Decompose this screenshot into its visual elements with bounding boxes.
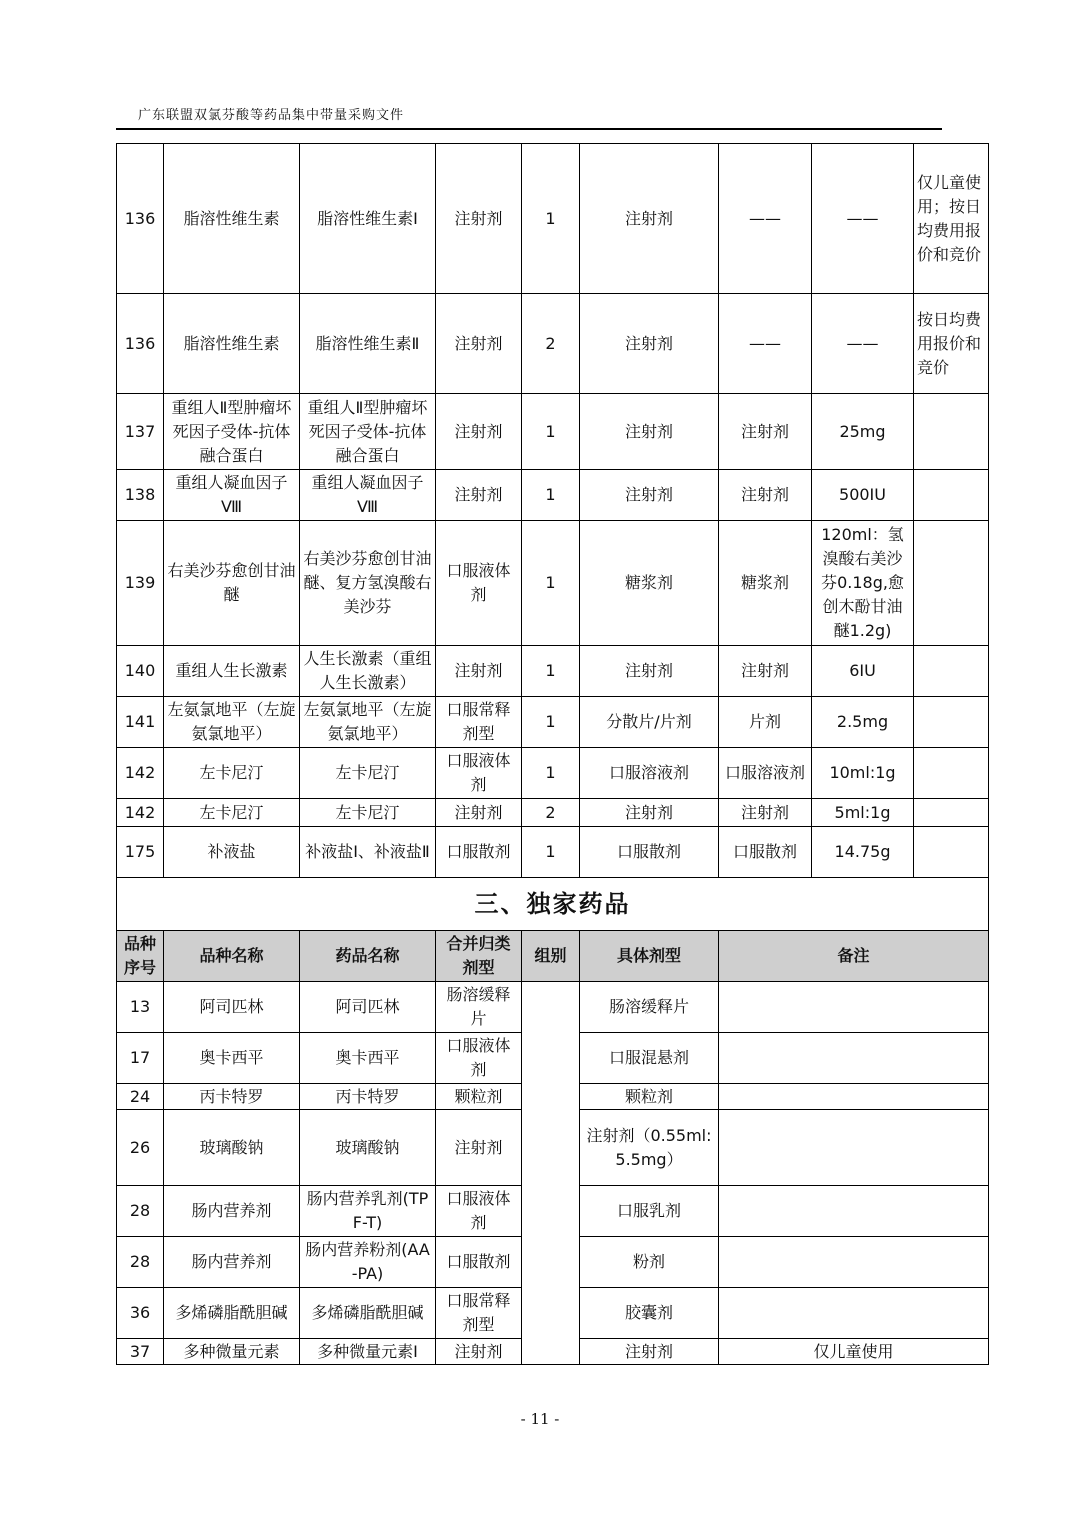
cell-category: 注射剂 bbox=[436, 1110, 522, 1186]
cell-spec: 500IU bbox=[812, 470, 914, 521]
header-note: 备注 bbox=[719, 931, 989, 982]
cell-note bbox=[914, 521, 989, 646]
document-header-title: 广东联盟双氯芬酸等药品集中带量采购文件 bbox=[138, 108, 405, 123]
cell-form: 口服乳剂 bbox=[580, 1186, 719, 1237]
cell-variety: 丙卡特罗 bbox=[164, 1084, 300, 1110]
cell-category: 肠溶缓释片 bbox=[436, 982, 522, 1033]
cell-no: 136 bbox=[117, 144, 164, 294]
cell-variety: 脂溶性维生素 bbox=[164, 294, 300, 394]
cell-variety: 左卡尼汀 bbox=[164, 748, 300, 799]
cell-note bbox=[914, 697, 989, 748]
table-row bbox=[117, 799, 989, 827]
cell-no: 37 bbox=[117, 1339, 164, 1365]
cell-dosage: —— bbox=[719, 144, 812, 294]
cell-variety: 右美沙芬愈创甘油醚 bbox=[164, 521, 300, 646]
cell-variety: 脂溶性维生素 bbox=[164, 144, 300, 294]
section-row bbox=[117, 878, 989, 931]
cell-variety: 多种微量元素 bbox=[164, 1339, 300, 1365]
cell-form: 注射剂 bbox=[580, 144, 719, 294]
cell-spec: —— bbox=[812, 294, 914, 394]
cell-category: 注射剂 bbox=[436, 1339, 522, 1365]
cell-no: 138 bbox=[117, 470, 164, 521]
cell-no: 26 bbox=[117, 1110, 164, 1186]
cell-drug: 左卡尼汀 bbox=[300, 799, 436, 827]
cell-drug: 肠内营养粉剂(AA-PA) bbox=[300, 1237, 436, 1288]
table-row bbox=[117, 646, 989, 697]
cell-dosage: —— bbox=[719, 294, 812, 394]
cell-note bbox=[914, 799, 989, 827]
cell-variety: 左卡尼汀 bbox=[164, 799, 300, 827]
cell-drug: 补液盐Ⅰ、补液盐Ⅱ bbox=[300, 827, 436, 878]
cell-no: 140 bbox=[117, 646, 164, 697]
cell-spec: 10ml:1g bbox=[812, 748, 914, 799]
cell-spec: 6IU bbox=[812, 646, 914, 697]
header-rule bbox=[116, 128, 942, 130]
cell-spec: 120ml：氢溴酸右美沙芬0.18g,愈创木酚甘油醚1.2g) bbox=[812, 521, 914, 646]
cell-no: 175 bbox=[117, 827, 164, 878]
cell-drug: 阿司匹林 bbox=[300, 982, 436, 1033]
cell-variety: 左氨氯地平（左旋氨氯地平） bbox=[164, 697, 300, 748]
cell-form: 粉剂 bbox=[580, 1237, 719, 1288]
cell-form: 胶囊剂 bbox=[580, 1288, 719, 1339]
cell-note bbox=[914, 827, 989, 878]
cell-no: 141 bbox=[117, 697, 164, 748]
cell-group: 1 bbox=[522, 470, 580, 521]
cell-form: 注射剂 bbox=[580, 799, 719, 827]
cell-form: 肠溶缓释片 bbox=[580, 982, 719, 1033]
cell-variety: 玻璃酸钠 bbox=[164, 1110, 300, 1186]
cell-category: 口服散剂 bbox=[436, 1237, 522, 1288]
cell-no: 28 bbox=[117, 1237, 164, 1288]
cell-category: 口服液体剂 bbox=[436, 521, 522, 646]
cell-variety: 重组人生长激素 bbox=[164, 646, 300, 697]
header-form: 具体剂型 bbox=[580, 931, 719, 982]
cell-form: 注射剂（0.55ml:5.5mg） bbox=[580, 1110, 719, 1186]
cell-drug: 多烯磷脂酰胆碱 bbox=[300, 1288, 436, 1339]
table-row bbox=[117, 748, 989, 799]
cell-note bbox=[914, 748, 989, 799]
cell-form: 注射剂 bbox=[580, 1339, 719, 1365]
cell-category: 注射剂 bbox=[436, 799, 522, 827]
cell-category: 口服常释剂型 bbox=[436, 697, 522, 748]
cell-form: 分散片/片剂 bbox=[580, 697, 719, 748]
cell-spec: 25mg bbox=[812, 394, 914, 470]
cell-variety: 阿司匹林 bbox=[164, 982, 300, 1033]
cell-dosage: 片剂 bbox=[719, 697, 812, 748]
cell-form: 注射剂 bbox=[580, 294, 719, 394]
cell-form: 口服混悬剂 bbox=[580, 1033, 719, 1084]
cell-category: 注射剂 bbox=[436, 144, 522, 294]
table-row bbox=[117, 982, 989, 1033]
cell-variety: 多烯磷脂酰胆碱 bbox=[164, 1288, 300, 1339]
cell-no: 139 bbox=[117, 521, 164, 646]
cell-note bbox=[914, 394, 989, 470]
cell-group: 1 bbox=[522, 144, 580, 294]
cell-spec: 2.5mg bbox=[812, 697, 914, 748]
cell-category: 口服散剂 bbox=[436, 827, 522, 878]
cell-category: 注射剂 bbox=[436, 394, 522, 470]
cell-note bbox=[914, 470, 989, 521]
header-no: 品种序号 bbox=[117, 931, 164, 982]
header-variety: 品种名称 bbox=[164, 931, 300, 982]
cell-spec: —— bbox=[812, 144, 914, 294]
cell-note bbox=[914, 646, 989, 697]
cell-category: 口服液体剂 bbox=[436, 748, 522, 799]
header-group: 组别 bbox=[522, 931, 580, 982]
cell-note: 仅儿童使用；按日均费用报价和竞价 bbox=[914, 144, 989, 294]
cell-group: 1 bbox=[522, 521, 580, 646]
table-row bbox=[117, 294, 989, 394]
cell-group: 1 bbox=[522, 827, 580, 878]
cell-category: 注射剂 bbox=[436, 646, 522, 697]
cell-group: 2 bbox=[522, 294, 580, 394]
table-row bbox=[117, 394, 989, 470]
cell-note bbox=[719, 1288, 989, 1339]
cell-group: 2 bbox=[522, 799, 580, 827]
cell-no: 142 bbox=[117, 799, 164, 827]
cell-no: 142 bbox=[117, 748, 164, 799]
cell-form: 注射剂 bbox=[580, 394, 719, 470]
cell-drug: 左氨氯地平（左旋氨氯地平） bbox=[300, 697, 436, 748]
cell-drug: 重组人Ⅱ型肿瘤坏死因子受体-抗体融合蛋白 bbox=[300, 394, 436, 470]
table-row bbox=[117, 697, 989, 748]
cell-form: 口服散剂 bbox=[580, 827, 719, 878]
cell-variety: 奥卡西平 bbox=[164, 1033, 300, 1084]
section-title: 三、独家药品 bbox=[117, 878, 989, 931]
cell-dosage: 注射剂 bbox=[719, 394, 812, 470]
cell-drug: 人生长激素（重组人生长激素） bbox=[300, 646, 436, 697]
cell-no: 137 bbox=[117, 394, 164, 470]
cell-category: 注射剂 bbox=[436, 470, 522, 521]
procurement-table bbox=[116, 143, 989, 1365]
cell-note bbox=[719, 982, 989, 1033]
table-row bbox=[117, 144, 989, 294]
cell-drug: 左卡尼汀 bbox=[300, 748, 436, 799]
cell-drug: 玻璃酸钠 bbox=[300, 1110, 436, 1186]
cell-group: 1 bbox=[522, 748, 580, 799]
cell-category: 口服液体剂 bbox=[436, 1033, 522, 1084]
cell-dosage: 口服散剂 bbox=[719, 827, 812, 878]
cell-note bbox=[719, 1084, 989, 1110]
cell-variety: 重组人凝血因子Ⅷ bbox=[164, 470, 300, 521]
table-row bbox=[117, 827, 989, 878]
cell-dosage: 注射剂 bbox=[719, 799, 812, 827]
cell-drug: 多种微量元素Ⅰ bbox=[300, 1339, 436, 1365]
cell-dosage: 口服溶液剂 bbox=[719, 748, 812, 799]
cell-note bbox=[719, 1110, 989, 1186]
cell-no: 36 bbox=[117, 1288, 164, 1339]
cell-note bbox=[719, 1033, 989, 1084]
cell-spec: 14.75g bbox=[812, 827, 914, 878]
cell-group: 1 bbox=[522, 394, 580, 470]
cell-group-empty bbox=[522, 982, 580, 1365]
cell-variety: 肠内营养剂 bbox=[164, 1186, 300, 1237]
cell-drug: 奥卡西平 bbox=[300, 1033, 436, 1084]
header-drug: 药品名称 bbox=[300, 931, 436, 982]
cell-no: 28 bbox=[117, 1186, 164, 1237]
cell-no: 13 bbox=[117, 982, 164, 1033]
cell-form: 注射剂 bbox=[580, 646, 719, 697]
cell-drug: 右美沙芬愈创甘油醚、复方氢溴酸右美沙芬 bbox=[300, 521, 436, 646]
cell-category: 注射剂 bbox=[436, 294, 522, 394]
cell-drug: 脂溶性维生素Ⅱ bbox=[300, 294, 436, 394]
cell-dosage: 糖浆剂 bbox=[719, 521, 812, 646]
cell-form: 注射剂 bbox=[580, 470, 719, 521]
cell-dosage: 注射剂 bbox=[719, 646, 812, 697]
cell-drug: 重组人凝血因子Ⅷ bbox=[300, 470, 436, 521]
cell-dosage: 注射剂 bbox=[719, 470, 812, 521]
table-row bbox=[117, 521, 989, 646]
cell-form: 糖浆剂 bbox=[580, 521, 719, 646]
header-category: 合并归类剂型 bbox=[436, 931, 522, 982]
cell-no: 24 bbox=[117, 1084, 164, 1110]
cell-note bbox=[719, 1237, 989, 1288]
cell-variety: 补液盐 bbox=[164, 827, 300, 878]
cell-form: 颗粒剂 bbox=[580, 1084, 719, 1110]
cell-category: 口服液体剂 bbox=[436, 1186, 522, 1237]
cell-category: 颗粒剂 bbox=[436, 1084, 522, 1110]
cell-note: 按日均费用报价和竞价 bbox=[914, 294, 989, 394]
cell-no: 136 bbox=[117, 294, 164, 394]
cell-form: 口服溶液剂 bbox=[580, 748, 719, 799]
cell-no: 17 bbox=[117, 1033, 164, 1084]
cell-variety: 肠内营养剂 bbox=[164, 1237, 300, 1288]
cell-drug: 肠内营养乳剂(TPF-T) bbox=[300, 1186, 436, 1237]
cell-drug: 丙卡特罗 bbox=[300, 1084, 436, 1110]
cell-note bbox=[719, 1186, 989, 1237]
cell-spec: 5ml:1g bbox=[812, 799, 914, 827]
cell-note: 仅儿童使用 bbox=[719, 1339, 989, 1365]
table-row bbox=[117, 470, 989, 521]
cell-drug: 脂溶性维生素Ⅰ bbox=[300, 144, 436, 294]
cell-group: 1 bbox=[522, 697, 580, 748]
cell-variety: 重组人Ⅱ型肿瘤坏死因子受体-抗体融合蛋白 bbox=[164, 394, 300, 470]
page-number: - 11 - bbox=[520, 1410, 560, 1428]
cell-category: 口服常释剂型 bbox=[436, 1288, 522, 1339]
cell-group: 1 bbox=[522, 646, 580, 697]
table-header-row bbox=[117, 931, 989, 982]
